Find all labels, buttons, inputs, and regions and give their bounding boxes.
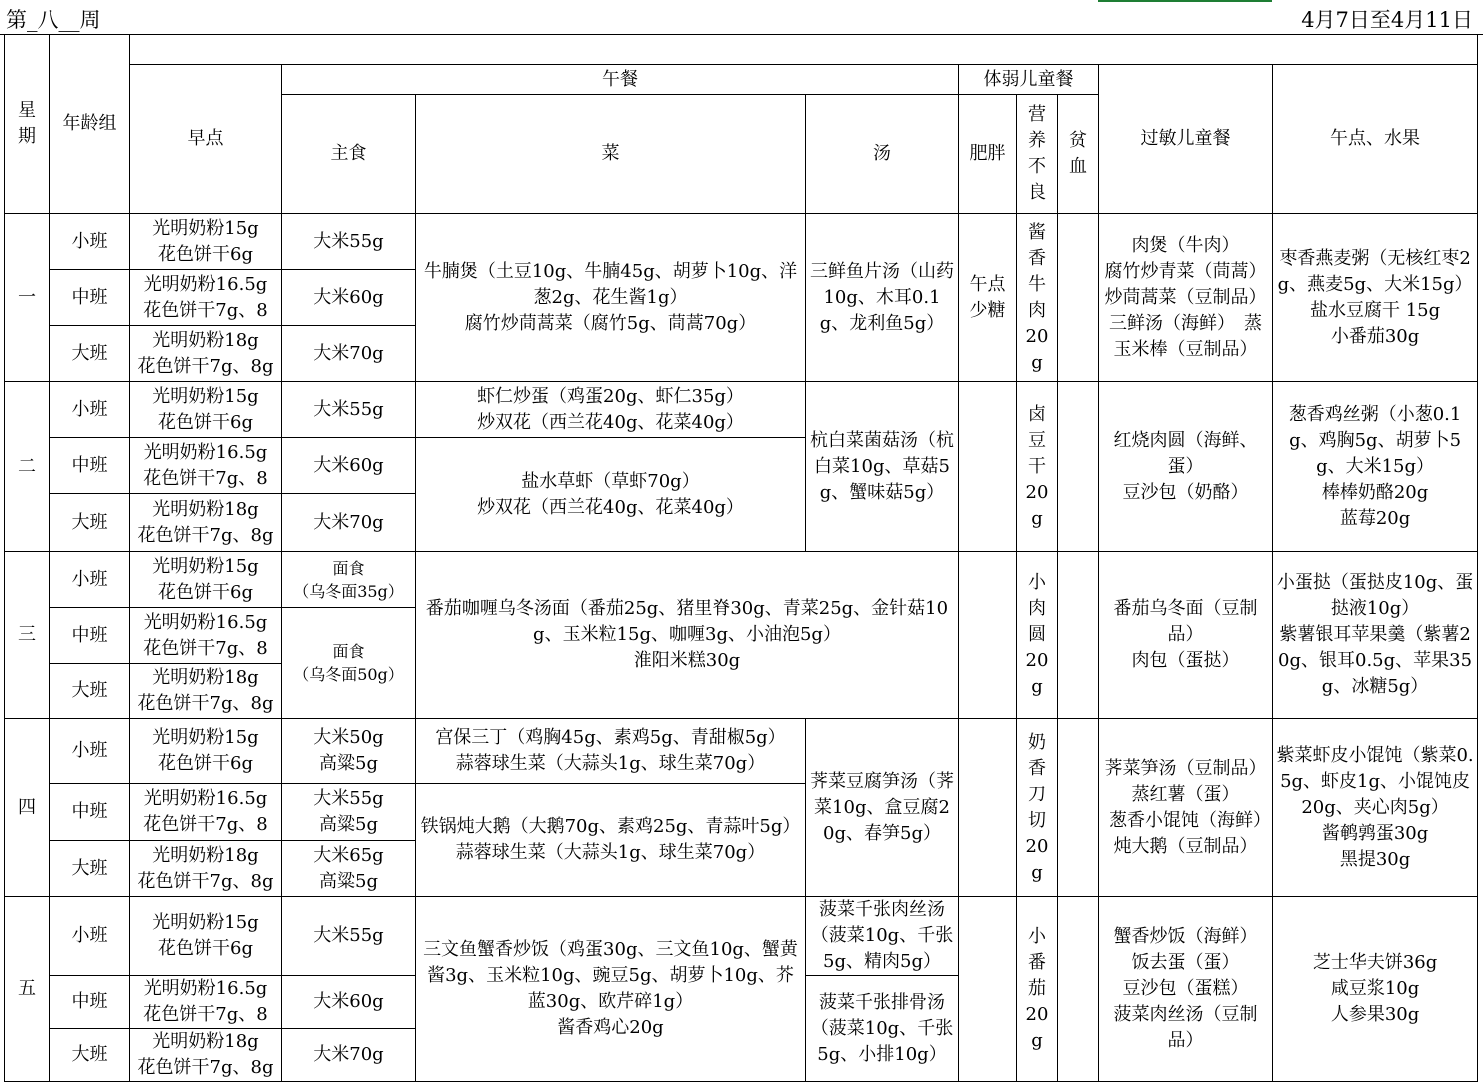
weekday-cell: 三 [5, 552, 50, 719]
dishes-cell: 铁锅炖大鹅（大鹅70g、素鸡25g、青蒜叶5g） 蒜蓉球生菜（大蒜头1g、球生菜70g） [416, 784, 806, 897]
allergy-meal-cell: 肉煲（牛肉） 腐竹炒青菜（茼蒿）炒茼蒿菜（豆制品）三鲜汤（海鲜） 蒸玉米棒（豆制品） [1099, 214, 1273, 382]
weekday-cell: 二 [5, 382, 50, 552]
breakfast-cell: 光明奶粉18g 花色饼干7g、8g [130, 326, 282, 382]
soup-cell: 三鲜鱼片汤（山药10g、木耳0.1g、龙利鱼5g） [806, 214, 959, 382]
soup-cell: 菠菜千张排骨汤（菠菜10g、千张5g、小排10g） [806, 976, 959, 1082]
age-group-cell: 小班 [50, 552, 130, 608]
header-dishes: 菜 [416, 95, 806, 214]
header-age-group: 年龄组 [50, 35, 130, 214]
header-staple: 主食 [282, 95, 416, 214]
breakfast-cell: 光明奶粉16.5g 花色饼干7g、8 [130, 608, 282, 664]
age-group-cell: 大班 [50, 326, 130, 382]
age-group-cell: 大班 [50, 1029, 130, 1082]
afternoon-snack-cell: 小蛋挞（蛋挞皮10g、蛋挞液10g） 紫薯银耳苹果羹（紫薯20g、银耳0.5g、苹果35g、冰糖5g） [1273, 552, 1478, 719]
afternoon-snack-cell: 紫菜虾皮小馄饨（紫菜0.5g、虾皮1g、小馄饨皮20g、夹心肉5g） 酱鹌鹑蛋30g 黑提30g [1273, 719, 1478, 897]
afternoon-snack-cell: 枣香燕麦粥（无核红枣2g、燕麦5g、大米15g） 盐水豆腐干 15g 小番茄30g [1273, 214, 1478, 382]
header-lunch: 午餐 [282, 65, 959, 95]
allergy-meal-cell: 番茄乌冬面（豆制品） 肉包（蛋挞） [1099, 552, 1273, 719]
obese-meal-cell [959, 897, 1017, 1082]
age-group-cell: 中班 [50, 784, 130, 841]
afternoon-snack-cell: 芝士华夫饼36g 咸豆浆10g 人参果30g [1273, 897, 1478, 1082]
malnourished-meal-cell: 卤 豆 干 20g [1017, 382, 1058, 552]
dishes-cell: 牛腩煲（土豆10g、牛腩45g、胡萝卜10g、洋葱2g、花生酱1g） 腐竹炒茼蒿菜（腐竹5g、茼蒿70g） [416, 214, 806, 382]
anemia-meal-cell [1058, 719, 1099, 897]
breakfast-cell: 光明奶粉16.5g 花色饼干7g、8 [130, 438, 282, 494]
staple-cell: 大米70g [282, 326, 416, 382]
age-group-cell: 小班 [50, 897, 130, 976]
afternoon-snack-cell: 葱香鸡丝粥（小葱0.1g、鸡胸5g、胡萝卜5g、大米15g） 棒棒奶酪20g 蓝莓20g [1273, 382, 1478, 552]
age-group-cell: 小班 [50, 382, 130, 438]
soup-cell: 杭白菜菌菇汤（杭白菜10g、草菇5g、蟹味菇5g） [806, 382, 959, 552]
staple-cell: 大米65g 高粱5g [282, 841, 416, 897]
breakfast-cell: 光明奶粉18g 花色饼干7g、8g [130, 841, 282, 897]
selected-cell-marker [1098, 0, 1272, 2]
week-label: 第_八__周 [6, 8, 101, 32]
allergy-meal-cell: 荠菜笋汤（豆制品） 蒸红薯（蛋） 葱香小馄饨（海鲜） 炖大鹅（豆制品） [1099, 719, 1273, 897]
malnourished-meal-cell: 小 肉 圆 20g [1017, 552, 1058, 719]
breakfast-cell: 光明奶粉15g 花色饼干6g [130, 214, 282, 270]
staple-cell: 大米50g 高粱5g [282, 719, 416, 784]
breakfast-cell: 光明奶粉18g 花色饼干7g、8g [130, 1029, 282, 1082]
allergy-meal-cell: 蟹香炒饭（海鲜） 饭去蛋（蛋） 豆沙包（蛋糕） 菠菜肉丝汤（豆制品） [1099, 897, 1273, 1082]
breakfast-cell: 光明奶粉16.5g 花色饼干7g、8 [130, 784, 282, 841]
dishes-cell: 三文鱼蟹香炒饭（鸡蛋30g、三文鱼10g、蟹黄酱3g、玉米粒10g、豌豆5g、胡萝卜10g、芥蓝30g、欧芹碎1g） 酱香鸡心20g [416, 897, 806, 1082]
age-group-cell: 大班 [50, 494, 130, 552]
soup-cell: 菠菜千张肉丝汤（菠菜10g、千张5g、精肉5g） [806, 897, 959, 976]
breakfast-cell: 光明奶粉16.5g 花色饼干7g、8 [130, 976, 282, 1029]
dishes-cell: 宫保三丁（鸡胸45g、素鸡5g、青甜椒5g） 蒜蓉球生菜（大蒜头1g、球生菜70g） [416, 719, 806, 784]
dishes-cell: 虾仁炒蛋（鸡蛋20g、虾仁35g） 炒双花（西兰花40g、花菜40g） [416, 382, 806, 438]
staple-cell: 面食 （乌冬面50g） [282, 608, 416, 719]
age-group-cell: 大班 [50, 841, 130, 897]
header-soup: 汤 [806, 95, 959, 214]
weekday-cell: 四 [5, 719, 50, 897]
sheet-title-row [0, 0, 1483, 35]
header-anemia: 贫 血 [1058, 95, 1099, 214]
dishes-cell: 番茄咖喱乌冬汤面（番茄25g、猪里脊30g、青菜25g、金针菇10g、玉米粒15g、咖喱3g、小油泡5g） 淮阳米糕30g [416, 552, 959, 719]
obese-meal-cell [959, 552, 1017, 719]
malnourished-meal-cell: 奶 香 刀 切 20g [1017, 719, 1058, 897]
obese-meal-cell [959, 719, 1017, 897]
anemia-meal-cell [1058, 552, 1099, 719]
header-obese: 肥胖 [959, 95, 1017, 214]
weekday-cell: 五 [5, 897, 50, 1082]
breakfast-cell: 光明奶粉15g 花色饼干6g [130, 552, 282, 608]
obese-meal-cell [959, 382, 1017, 552]
header-weekday: 星 期 [5, 35, 50, 214]
staple-cell: 大米55g [282, 382, 416, 438]
header-blank-row [130, 35, 1478, 65]
weekly-menu-table [4, 34, 1478, 1082]
age-group-cell: 小班 [50, 214, 130, 270]
anemia-meal-cell [1058, 897, 1099, 1082]
breakfast-cell: 光明奶粉15g 花色饼干6g [130, 382, 282, 438]
age-group-cell: 中班 [50, 270, 130, 326]
staple-cell: 大米55g [282, 214, 416, 270]
age-group-cell: 小班 [50, 719, 130, 784]
breakfast-cell: 光明奶粉15g 花色饼干6g [130, 719, 282, 784]
weekday-cell: 一 [5, 214, 50, 382]
staple-cell: 大米70g [282, 1029, 416, 1082]
anemia-meal-cell [1058, 214, 1099, 382]
breakfast-cell: 光明奶粉18g 花色饼干7g、8g [130, 494, 282, 552]
age-group-cell: 中班 [50, 438, 130, 494]
staple-cell: 大米60g [282, 270, 416, 326]
staple-cell: 大米60g [282, 438, 416, 494]
header-allergy: 过敏儿童餐 [1099, 65, 1273, 214]
dishes-cell: 盐水草虾（草虾70g） 炒双花（西兰花40g、花菜40g） [416, 438, 806, 552]
header-breakfast: 早点 [130, 65, 282, 214]
breakfast-cell: 光明奶粉18g 花色饼干7g、8g [130, 664, 282, 719]
date-range: 4月7日至4月11日 [1301, 8, 1473, 32]
header-malnourished: 营 养 不 良 [1017, 95, 1058, 214]
anemia-meal-cell [1058, 382, 1099, 552]
header-afternoon: 午点、水果 [1273, 65, 1478, 214]
soup-cell: 荠菜豆腐笋汤（荠菜10g、盒豆腐20g、春笋5g） [806, 719, 959, 897]
age-group-cell: 中班 [50, 608, 130, 664]
staple-cell: 大米55g [282, 897, 416, 976]
breakfast-cell: 光明奶粉15g 花色饼干6g [130, 897, 282, 976]
staple-cell: 面食 （乌冬面35g） [282, 552, 416, 608]
allergy-meal-cell: 红烧肉圆（海鲜、蛋） 豆沙包（奶酪） [1099, 382, 1273, 552]
staple-cell: 大米55g 高粱5g [282, 784, 416, 841]
staple-cell: 大米60g [282, 976, 416, 1029]
malnourished-meal-cell: 酱 香 牛 肉 20g [1017, 214, 1058, 382]
age-group-cell: 大班 [50, 664, 130, 719]
obese-meal-cell: 午点 少糖 [959, 214, 1017, 382]
age-group-cell: 中班 [50, 976, 130, 1029]
header-weak-children: 体弱儿童餐 [959, 65, 1099, 95]
malnourished-meal-cell: 小 番 茄 20g [1017, 897, 1058, 1082]
breakfast-cell: 光明奶粉16.5g 花色饼干7g、8 [130, 270, 282, 326]
staple-cell: 大米70g [282, 494, 416, 552]
